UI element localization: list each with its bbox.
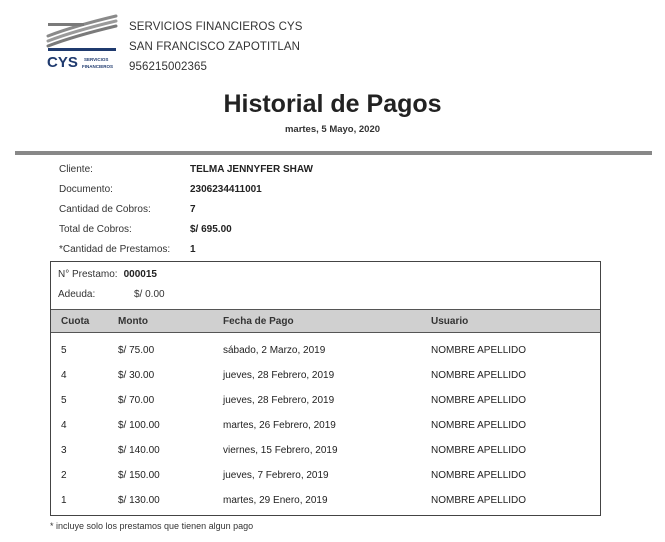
header-cuota: Cuota xyxy=(61,316,90,327)
cell-cuota: 4 xyxy=(61,370,67,381)
cell-cuota: 1 xyxy=(61,495,67,506)
loan-box xyxy=(50,261,601,516)
cell-usuario: NOMBRE APELLIDO xyxy=(431,445,527,456)
table-row xyxy=(51,391,600,416)
loan-debt-label: Adeuda: xyxy=(58,289,96,300)
header-separator xyxy=(15,151,652,155)
payment-count-value: 7 xyxy=(190,204,196,215)
cell-usuario: NOMBRE APELLIDO xyxy=(431,370,527,381)
footnote: * incluye solo los prestamos que tienen algun pago xyxy=(50,521,254,531)
client-name-value: TELMA JENNYFER SHAW xyxy=(190,164,313,175)
loan-debt-value: $/ 0.00 xyxy=(134,289,165,300)
cell-cuota: 4 xyxy=(61,420,67,431)
report-title: Historial de Pagos xyxy=(223,90,442,118)
table-row xyxy=(51,491,600,516)
loan-number-label: N° Prestamo: xyxy=(58,269,118,280)
cell-cuota: 3 xyxy=(61,445,67,456)
cell-fecha: viernes, 15 Febrero, 2019 xyxy=(223,445,338,456)
table-row xyxy=(51,466,600,491)
cell-usuario: NOMBRE APELLIDO xyxy=(431,495,527,506)
cell-monto: $/ 70.00 xyxy=(118,395,155,406)
svg-text:CYS: CYS xyxy=(47,54,78,71)
cell-fecha: martes, 26 Febrero, 2019 xyxy=(223,420,336,431)
cell-usuario: NOMBRE APELLIDO xyxy=(431,420,527,431)
company-branch: SAN FRANCISCO ZAPOTITLAN xyxy=(129,41,301,53)
cell-fecha: jueves, 28 Febrero, 2019 xyxy=(223,395,335,406)
cell-fecha: jueves, 7 Febrero, 2019 xyxy=(223,470,329,481)
loan-number-value: 000015 xyxy=(123,269,157,280)
cell-cuota: 5 xyxy=(61,395,67,406)
cell-monto: $/ 100.00 xyxy=(118,420,160,431)
company-logo xyxy=(44,8,119,74)
document-label: Documento: xyxy=(59,184,113,195)
payment-total-label: Total de Cobros: xyxy=(59,224,132,235)
report-date: martes, 5 Mayo, 2020 xyxy=(284,124,381,135)
cell-cuota: 5 xyxy=(61,345,67,356)
table-header xyxy=(51,309,600,333)
cell-monto: $/ 75.00 xyxy=(118,345,155,356)
header-fecha: Fecha de Pago xyxy=(223,316,294,327)
cell-cuota: 2 xyxy=(61,470,67,481)
table-row xyxy=(51,341,600,366)
header-usuario: Usuario xyxy=(431,316,469,327)
table-row xyxy=(51,366,600,391)
header-monto: Monto xyxy=(118,316,148,327)
loan-count-label: *Cantidad de Prestamos: xyxy=(59,244,171,255)
loan-debt xyxy=(58,289,165,300)
loan-count-value: 1 xyxy=(190,244,196,255)
cell-usuario: NOMBRE APELLIDO xyxy=(431,395,527,406)
cell-monto: $/ 150.00 xyxy=(118,470,160,481)
table-row xyxy=(51,441,600,466)
svg-text:SERVICIOS: SERVICIOS xyxy=(84,57,109,62)
cell-monto: $/ 130.00 xyxy=(118,495,160,506)
cell-fecha: jueves, 28 Febrero, 2019 xyxy=(223,370,335,381)
client-name-label: Cliente: xyxy=(59,164,93,175)
svg-text:FINANCIEROS: FINANCIEROS xyxy=(82,64,114,69)
table-body xyxy=(51,341,600,516)
loan-number xyxy=(58,269,157,280)
payment-count-label: Cantidad de Cobros: xyxy=(59,204,151,215)
cell-monto: $/ 140.00 xyxy=(118,445,160,456)
table-row xyxy=(51,416,600,441)
cell-monto: $/ 30.00 xyxy=(118,370,155,381)
cell-fecha: sábado, 2 Marzo, 2019 xyxy=(223,345,326,356)
document-value: 2306234411001 xyxy=(190,184,262,195)
company-phone: 956215002365 xyxy=(129,61,207,73)
payment-total-value: $/ 695.00 xyxy=(190,224,232,235)
cell-usuario: NOMBRE APELLIDO xyxy=(431,345,527,356)
company-info xyxy=(129,17,303,77)
company-name: SERVICIOS FINANCIEROS CYS xyxy=(129,21,303,33)
cell-fecha: martes, 29 Enero, 2019 xyxy=(223,495,328,506)
cell-usuario: NOMBRE APELLIDO xyxy=(431,470,527,481)
